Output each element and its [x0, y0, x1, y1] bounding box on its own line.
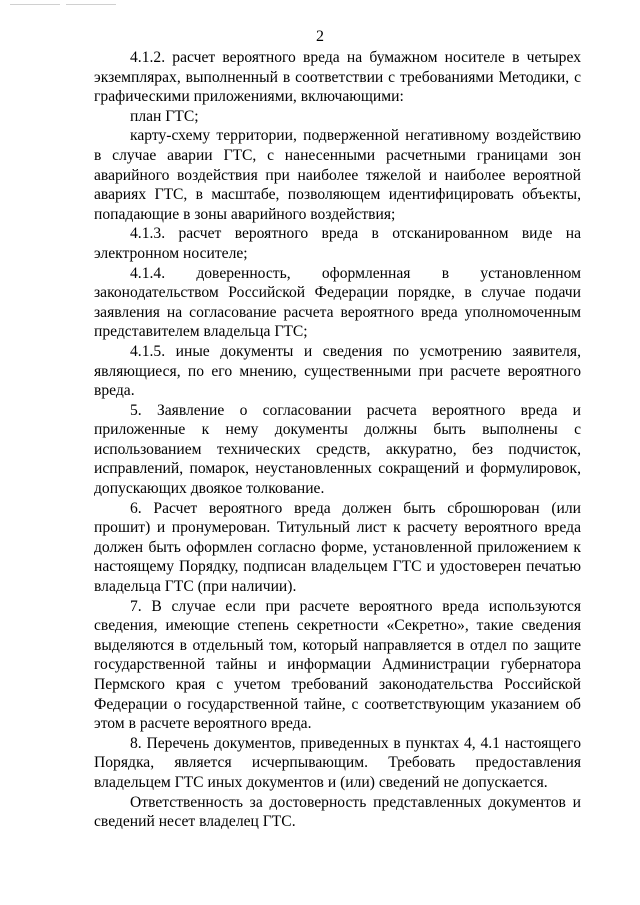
- document-body: [94, 48, 581, 832]
- scan-edge-mark: [10, 4, 60, 5]
- scan-edge-mark: [66, 4, 116, 5]
- paragraph-7: 7. В случае если при расчете вероятного вреда используются сведения, имеющие степень секретности «Секретно», такие сведения выделяются в отдельный том, который направляется в отдел по защите государственной тайны и информации Администрации губернатора Пермского края с учетом требований законодательства Российской Федерации о государственной тайне, с соответствующим указанием об этом в расчете вероятного вреда.: [94, 597, 581, 733]
- paragraph-4-1-5: 4.1.5. иные документы и сведения по усмотрению заявителя, являющиеся, по его мнению, существенными при расчете вероятного вреда.: [94, 342, 581, 400]
- page-number: 2: [316, 28, 324, 45]
- paragraph-4-1-4: 4.1.4. доверенность, оформленная в установленном законодательством Российской Федерации порядке, в случае подачи заявления на согласование расчета вероятного вреда уполномоченным представителем владельца ГТС;: [94, 264, 581, 341]
- paragraph-5: 5. Заявление о согласовании расчета вероятного вреда и приложенные к нему документы должны быть выполнены с использованием технических средств, аккуратно, без подчисток, исправлений, помарок, неустановленных сокращений и формулировок, допускающих двоякое толкование.: [94, 401, 581, 498]
- paragraph-8: 8. Перечень документов, приведенных в пунктах 4, 4.1 настоящего Порядка, является исчерпывающим. Требовать предоставления владельцем ГТС иных документов и (или) сведений не допускается.: [94, 734, 581, 791]
- paragraph-gts-plan: план ГТС;: [130, 107, 199, 125]
- paragraph-4-1-2: 4.1.2. расчет вероятного вреда на бумажном носителе в четырех экземплярах, выполненный в соответствии с требованиями Методики, с графическими приложениями, включающими:: [94, 49, 581, 106]
- paragraph-4-1-3: 4.1.3. расчет вероятного вреда в отсканированном виде на электронном носителе;: [94, 225, 581, 262]
- paragraph-responsibility: Ответственность за достоверность представленных документов и сведений несет владелец ГТС.: [94, 793, 581, 831]
- paragraph-6: 6. Расчет вероятного вреда должен быть сброшюрован (или прошит) и пронумерован. Титульный лист к расчету вероятного вреда должен быть оформлен согласно форме, установленной приложением к настоящему Порядку, подписан владельцем ГТС и удостоверен печатью владельца ГТС (при наличии).: [94, 499, 581, 596]
- paragraph-territory-map: карту-схему территории, подверженной негативному воздействию в случае аварии ГТС, с нанесенными расчетными границами зон аварийного воздействия при наиболее тяжелой и наиболее вероятной авариях ГТС, в масштабе, позволяющем идентифицировать объекты, попадающие в зоны аварийного воздействия;: [94, 127, 581, 223]
